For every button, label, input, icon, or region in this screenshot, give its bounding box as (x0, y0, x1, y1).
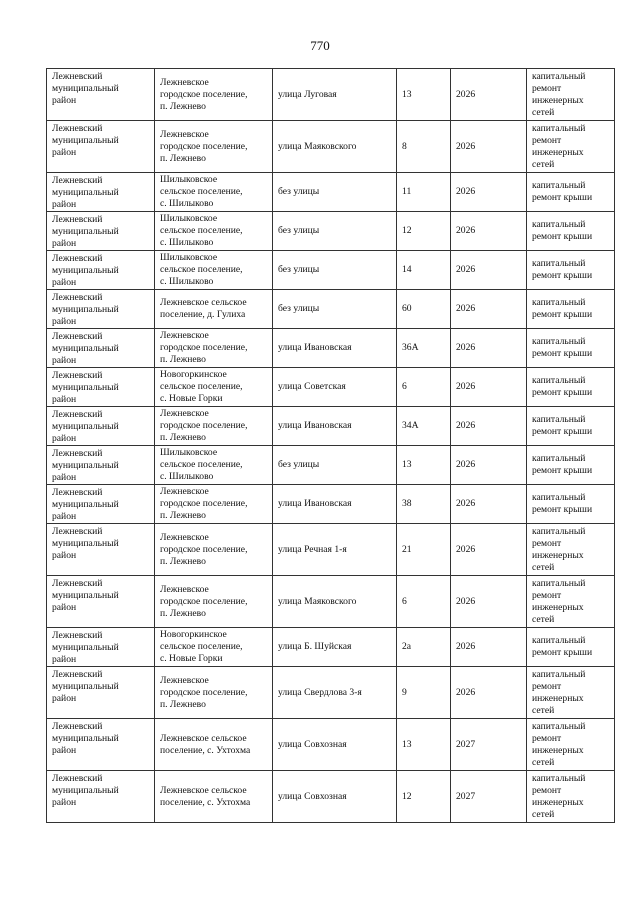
work-type-cell: капитальный ремонт инженерных сетей (527, 524, 615, 576)
settlement-cell: Лежневское городское поселение, п. Лежнево (155, 485, 273, 524)
district-cell: Лежневский муниципальный район (47, 407, 155, 446)
settlement-cell: Шилыковское сельское поселение, с. Шилыково (155, 212, 273, 251)
house-number-cell: 13 (397, 719, 451, 771)
work-type-cell: капитальный ремонт крыши (527, 290, 615, 329)
street-cell: улица Маяковского (273, 576, 397, 628)
house-number-cell: 13 (397, 69, 451, 121)
district-cell: Лежневский муниципальный район (47, 524, 155, 576)
district-cell: Лежневский муниципальный район (47, 368, 155, 407)
house-number-cell: 38 (397, 485, 451, 524)
table-row (47, 524, 615, 576)
house-number-cell: 12 (397, 771, 451, 823)
table-row (47, 576, 615, 628)
work-type-cell: капитальный ремонт крыши (527, 368, 615, 407)
settlement-cell: Лежневское городское поселение, п. Лежнево (155, 329, 273, 368)
street-cell: улица Ивановская (273, 485, 397, 524)
settlement-cell: Лежневское сельское поселение, д. Гулиха (155, 290, 273, 329)
house-number-cell: 6 (397, 576, 451, 628)
table-row (47, 69, 615, 121)
street-cell: без улицы (273, 212, 397, 251)
street-cell: улица Маяковского (273, 121, 397, 173)
table-row (47, 628, 615, 667)
district-cell: Лежневский муниципальный район (47, 576, 155, 628)
work-type-cell: капитальный ремонт инженерных сетей (527, 667, 615, 719)
work-type-cell: капитальный ремонт крыши (527, 485, 615, 524)
settlement-cell: Новогоркинское сельское поселение, с. Новые Горки (155, 628, 273, 667)
house-number-cell: 13 (397, 446, 451, 485)
work-type-cell: капитальный ремонт инженерных сетей (527, 719, 615, 771)
district-cell: Лежневский муниципальный район (47, 121, 155, 173)
house-number-cell: 14 (397, 251, 451, 290)
year-cell: 2027 (451, 719, 527, 771)
page-number: 770 (310, 38, 330, 53)
year-cell: 2026 (451, 329, 527, 368)
settlement-cell: Новогоркинское сельское поселение, с. Новые Горки (155, 368, 273, 407)
year-cell: 2026 (451, 251, 527, 290)
work-type-cell: капитальный ремонт крыши (527, 212, 615, 251)
settlement-cell: Лежневское городское поселение, п. Лежнево (155, 576, 273, 628)
housing-repair-table (46, 68, 615, 823)
year-cell: 2026 (451, 524, 527, 576)
table-row (47, 121, 615, 173)
settlement-cell: Шилыковское сельское поселение, с. Шилыково (155, 251, 273, 290)
year-cell: 2026 (451, 173, 527, 212)
work-type-cell: капитальный ремонт крыши (527, 446, 615, 485)
table-body (47, 69, 615, 823)
table-row (47, 212, 615, 251)
house-number-cell: 9 (397, 667, 451, 719)
street-cell: улица Совхозная (273, 719, 397, 771)
street-cell: улица Луговая (273, 69, 397, 121)
year-cell: 2026 (451, 446, 527, 485)
house-number-cell: 2а (397, 628, 451, 667)
work-type-cell: капитальный ремонт крыши (527, 251, 615, 290)
work-type-cell: капитальный ремонт инженерных сетей (527, 69, 615, 121)
year-cell: 2026 (451, 485, 527, 524)
year-cell: 2026 (451, 290, 527, 329)
work-type-cell: капитальный ремонт крыши (527, 173, 615, 212)
district-cell: Лежневский муниципальный район (47, 69, 155, 121)
table-row (47, 667, 615, 719)
table-row (47, 446, 615, 485)
work-type-cell: капитальный ремонт инженерных сетей (527, 771, 615, 823)
table-row (47, 329, 615, 368)
street-cell: улица Совхозная (273, 771, 397, 823)
work-type-cell: капитальный ремонт крыши (527, 407, 615, 446)
house-number-cell: 36А (397, 329, 451, 368)
district-cell: Лежневский муниципальный район (47, 173, 155, 212)
district-cell: Лежневский муниципальный район (47, 667, 155, 719)
district-cell: Лежневский муниципальный район (47, 212, 155, 251)
table-row (47, 368, 615, 407)
district-cell: Лежневский муниципальный район (47, 446, 155, 485)
year-cell: 2026 (451, 368, 527, 407)
district-cell: Лежневский муниципальный район (47, 251, 155, 290)
year-cell: 2026 (451, 69, 527, 121)
settlement-cell: Лежневское городское поселение, п. Лежнево (155, 121, 273, 173)
house-number-cell: 60 (397, 290, 451, 329)
work-type-cell: капитальный ремонт крыши (527, 628, 615, 667)
street-cell: без улицы (273, 290, 397, 329)
settlement-cell: Лежневское городское поселение, п. Лежнево (155, 407, 273, 446)
table-row (47, 173, 615, 212)
settlement-cell: Лежневское городское поселение, п. Лежнево (155, 524, 273, 576)
year-cell: 2027 (451, 771, 527, 823)
table-row (47, 485, 615, 524)
settlement-cell: Лежневское городское поселение, п. Лежнево (155, 667, 273, 719)
district-cell: Лежневский муниципальный район (47, 628, 155, 667)
year-cell: 2026 (451, 628, 527, 667)
house-number-cell: 11 (397, 173, 451, 212)
settlement-cell: Шилыковское сельское поселение, с. Шилыково (155, 173, 273, 212)
street-cell: улица Свердлова 3-я (273, 667, 397, 719)
settlement-cell: Шилыковское сельское поселение, с. Шилыково (155, 446, 273, 485)
year-cell: 2026 (451, 212, 527, 251)
year-cell: 2026 (451, 407, 527, 446)
house-number-cell: 6 (397, 368, 451, 407)
street-cell: улица Речная 1-я (273, 524, 397, 576)
work-type-cell: капитальный ремонт инженерных сетей (527, 121, 615, 173)
settlement-cell: Лежневское сельское поселение, с. Ухтохма (155, 771, 273, 823)
street-cell: без улицы (273, 173, 397, 212)
street-cell: улица Ивановская (273, 407, 397, 446)
table-row (47, 251, 615, 290)
work-type-cell: капитальный ремонт инженерных сетей (527, 576, 615, 628)
settlement-cell: Лежневское сельское поселение, с. Ухтохма (155, 719, 273, 771)
house-number-cell: 21 (397, 524, 451, 576)
street-cell: без улицы (273, 446, 397, 485)
district-cell: Лежневский муниципальный район (47, 290, 155, 329)
district-cell: Лежневский муниципальный район (47, 719, 155, 771)
year-cell: 2026 (451, 667, 527, 719)
house-number-cell: 34А (397, 407, 451, 446)
year-cell: 2026 (451, 576, 527, 628)
district-cell: Лежневский муниципальный район (47, 329, 155, 368)
table-row (47, 771, 615, 823)
work-type-cell: капитальный ремонт крыши (527, 329, 615, 368)
house-number-cell: 12 (397, 212, 451, 251)
street-cell: без улицы (273, 251, 397, 290)
settlement-cell: Лежневское городское поселение, п. Лежнево (155, 69, 273, 121)
house-number-cell: 8 (397, 121, 451, 173)
table-row (47, 719, 615, 771)
table-row (47, 290, 615, 329)
district-cell: Лежневский муниципальный район (47, 485, 155, 524)
street-cell: улица Ивановская (273, 329, 397, 368)
table-row (47, 407, 615, 446)
street-cell: улица Б. Шуйская (273, 628, 397, 667)
year-cell: 2026 (451, 121, 527, 173)
district-cell: Лежневский муниципальный район (47, 771, 155, 823)
street-cell: улица Советская (273, 368, 397, 407)
